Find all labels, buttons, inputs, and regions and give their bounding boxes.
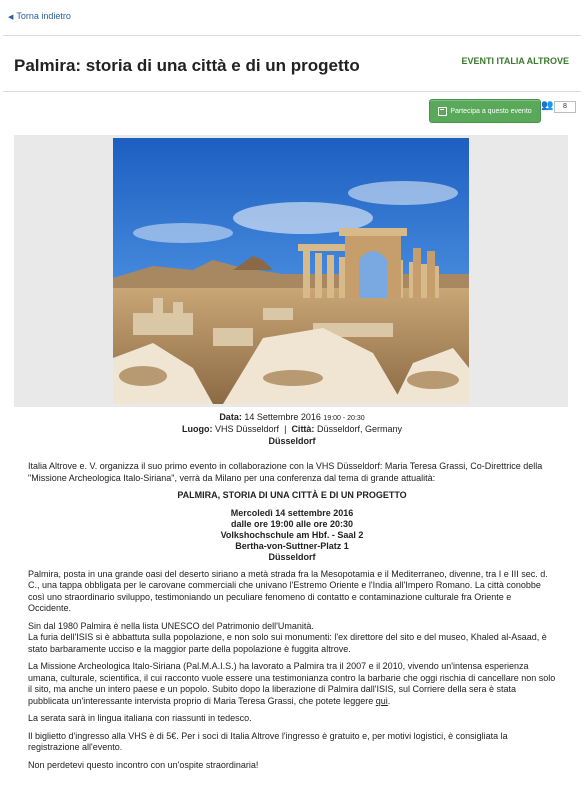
triangle-left-icon: ◀ — [8, 14, 14, 21]
city-label: Città: — [291, 424, 315, 434]
paragraph-mission — [28, 661, 556, 707]
intro-paragraph: Italia Altrove e. V. organizza il suo primo evento in collaborazione con la VHS Düsseldorf: Maria Teresa Grassi, Co-Direttrice della "Missione Archeologica Italo-Siriana", verrà da Milano per una conferenza dal tema di grande attualità: — [28, 461, 543, 483]
event-date-line — [0, 412, 584, 422]
calendar-icon — [438, 107, 447, 116]
event-location-line — [0, 424, 584, 434]
event-schedule — [28, 508, 556, 563]
back-link-label: Torna indietro — [16, 11, 71, 21]
date-label: Data: — [219, 412, 242, 422]
place-label: Luogo: — [182, 424, 213, 434]
time-value: 19:00 - 20:30 — [323, 415, 365, 422]
city-bold: Düsseldorf — [268, 436, 316, 446]
top-divider — [3, 35, 581, 36]
isis-line: La furia dell'ISIS si è abbattuta sulla popolazione, e non solo sui monumenti: l'ex direttore del sito e del museo, Khaled al-Asaad, è stato barbaramente ucciso e la maggior parte della popolazione è fuggita altrove. — [28, 632, 547, 654]
event-image-frame — [14, 135, 568, 407]
event-description — [28, 461, 556, 777]
attendees-count: 8 — [554, 101, 576, 113]
palmyra-ruins-photo — [113, 138, 469, 404]
paragraph-palmira: Palmira, posta in una grande oasi del deserto siriano a metà strada fra la Mesopotamia e il Mediterraneo, divenne, tra I e III sec. d. C., una tappa obbligata per le carovane commerciali che univano l'Estremo Oriente e l'India all'Impero Romano. La città conobbe così uno straordinario sviluppo, testimoniando un peculiare fenomeno di contatto e contaminazione culturale fra Oriente e Occidente. — [28, 568, 548, 613]
page-title: Palmira: storia di una città e di un progetto — [14, 56, 360, 75]
schedule-line: Düsseldorf — [268, 551, 316, 562]
event-category-link[interactable]: EVENTI ITALIA ALTROVE — [461, 56, 569, 66]
people-icon: 👥 — [541, 100, 554, 111]
mission-end: . — [387, 695, 391, 706]
back-link[interactable] — [8, 11, 71, 21]
schedule-line: dalle ore 19:00 alle ore 20:30 — [230, 518, 354, 529]
join-event-button[interactable] — [429, 99, 541, 123]
schedule-line: Mercoledì 14 settembre 2016 — [230, 507, 354, 518]
schedule-line: Bertha-von-Suttner-Platz 1 — [235, 540, 349, 551]
mission-text: La Missione Archeologica Italo-Siriana (Pal.M.A.I.S.) ha lavorato a Palmira tra il 2007 e il 2010, vivendo un'intensa esperienza umana, culturale, scientifica, il cui racconto vuole essere una testimonianza contro la barbarie che oggi rischia di cancellare non solo il sito, ma anche un intero paese e un popolo. Subito dopo la liberazione di Palmira dall'ISIS, sul Corriere della sera è stata pubblicata un'interessante intervista proprio di Maria Teresa Grassi, che potete leggere — [28, 661, 556, 706]
date-value: 14 Settembre 2016 — [244, 412, 321, 422]
city-value: Düsseldorf, Germany — [316, 424, 402, 434]
paragraph-language: La serata sarà in lingua italiana con riassunti in tedesco. — [28, 713, 252, 723]
title-divider — [3, 91, 581, 92]
unesco-line: Sin dal 1980 Palmira è nella lista UNESCO del Patrimonio dell'Umanità. — [28, 620, 314, 631]
event-city-line — [0, 436, 584, 446]
paragraph-closing: Non perdetevi questo incontro con un'ospite straordinaria! — [28, 759, 259, 770]
join-event-label: Partecipa a questo evento — [450, 107, 532, 115]
location-separator: | — [284, 424, 287, 434]
schedule-line: Volkshochschule am Hbf. - Saal 2 — [220, 529, 364, 540]
place-value: VHS Düsseldorf — [215, 424, 280, 434]
event-heading: PALMIRA, STORIA DI UNA CITTÀ E DI UN PROGETTO — [177, 490, 407, 500]
paragraph-ticket: Il biglietto d'ingresso alla VHS è di 5€. Per i soci di Italia Altrove l'ingresso è gratuito e, per motivi logistici, è consigliata la registrazione all'evento. — [28, 730, 508, 752]
interview-link[interactable]: qui — [375, 695, 388, 706]
paragraph-unesco — [28, 621, 556, 656]
